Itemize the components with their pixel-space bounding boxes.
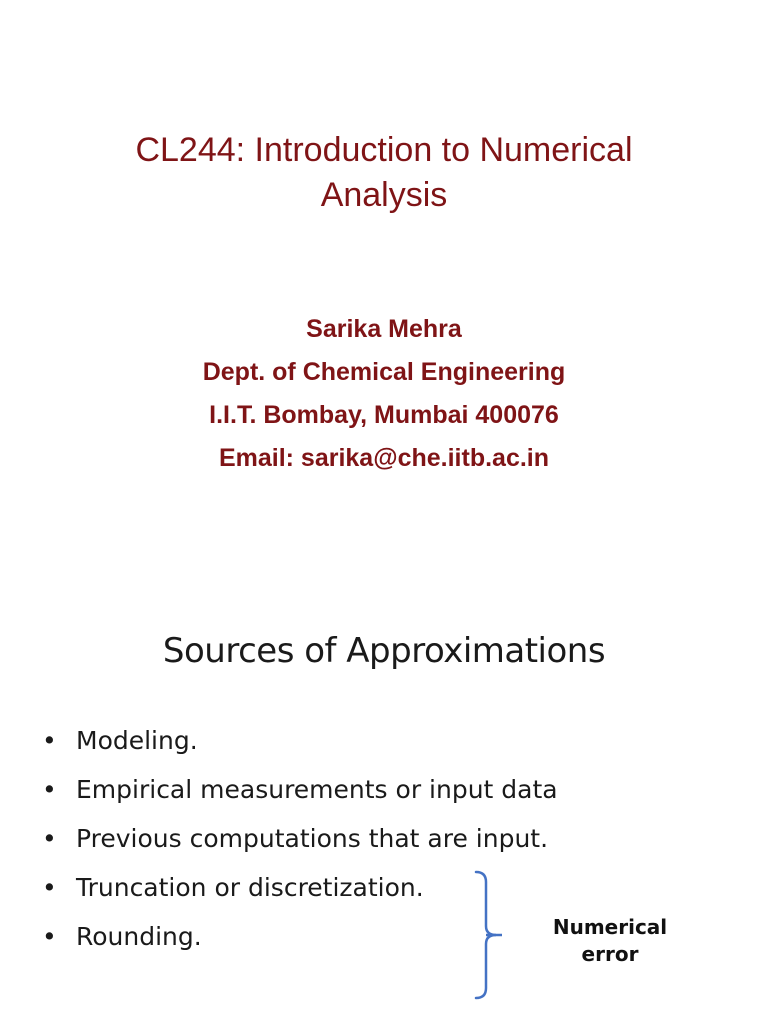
bullet-text: Empirical measurements or input data <box>76 775 558 804</box>
bullet-text: Truncation or discretization. <box>76 873 424 902</box>
right-brace-icon <box>474 870 504 1000</box>
bullet-icon: • <box>42 726 57 755</box>
list-item <box>42 716 558 765</box>
numerical-error-label <box>540 914 680 968</box>
course-title-line-1: CL244: Introduction to Numerical <box>135 131 633 169</box>
list-item <box>42 814 558 863</box>
author-institute: I.I.T. Bombay, Mumbai 400076 <box>209 401 559 429</box>
course-title-line-2: Analysis <box>320 176 448 214</box>
bullet-text: Previous computations that are input. <box>76 824 549 853</box>
course-title <box>0 128 768 218</box>
author-name: Sarika Mehra <box>306 315 462 343</box>
author-email: Email: sarika@che.iitb.ac.in <box>218 444 550 472</box>
author-info <box>0 308 768 480</box>
bullet-icon: • <box>42 922 57 951</box>
brace-label-line-1: Numerical <box>552 915 668 939</box>
bullet-icon: • <box>42 824 57 853</box>
brace-label-line-2: error <box>581 942 639 966</box>
bullet-text: Rounding. <box>76 922 202 951</box>
bullet-icon: • <box>42 873 57 902</box>
slide-title: Sources of Approximations <box>162 631 606 671</box>
content-slide <box>0 576 768 1024</box>
list-item <box>42 765 558 814</box>
author-department: Dept. of Chemical Engineering <box>202 358 566 386</box>
bullet-icon: • <box>42 775 57 804</box>
bullet-text: Modeling. <box>76 726 198 755</box>
